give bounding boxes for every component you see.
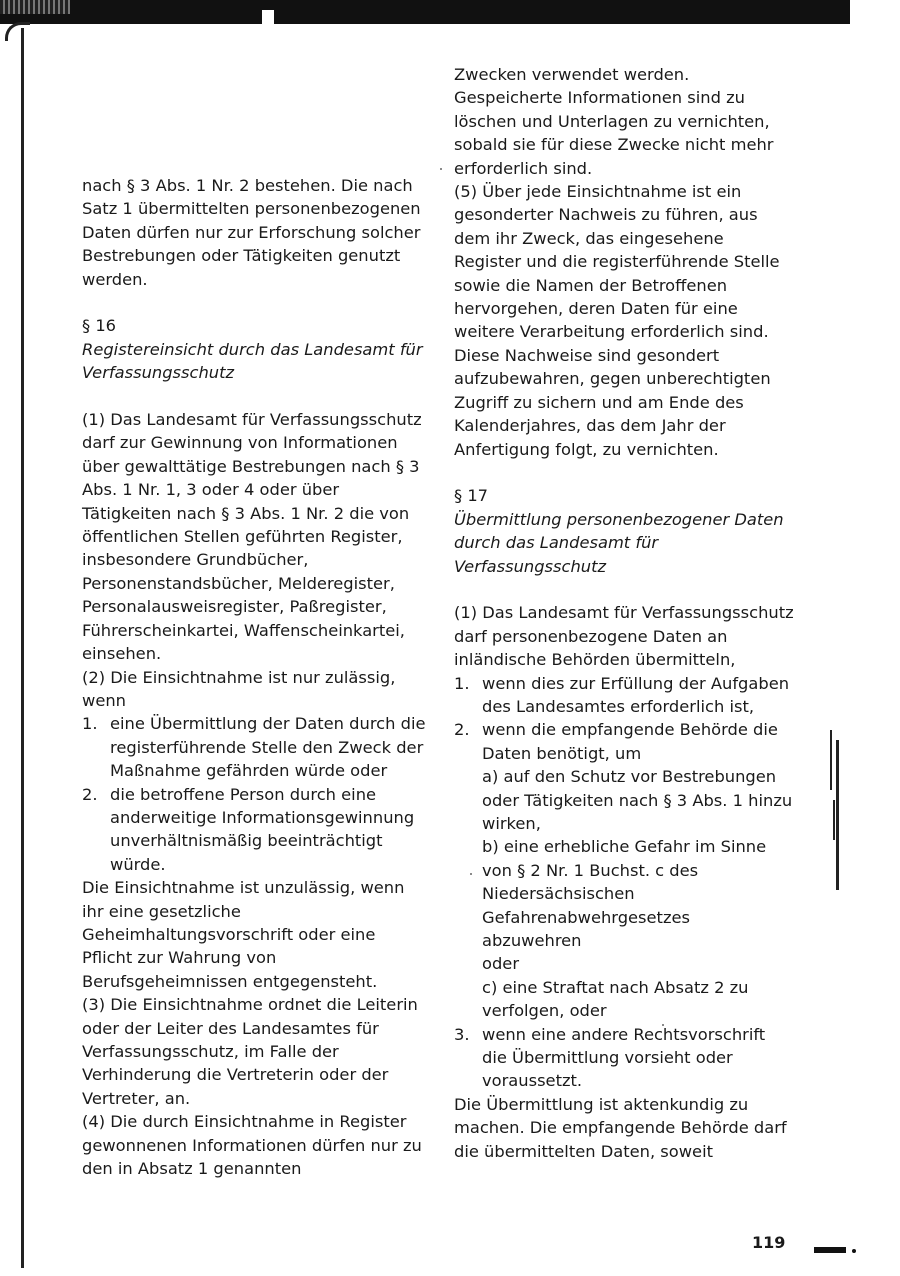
paragraph: (5) Über jede Einsichtnahme ist ein gesonderter Nachweis zu führen, aus dem ihr Zweck, das eingesehene Register und die registerführende Stelle sowie die Namen der Betroffenen hervorgehen, deren Daten für eine weitere Verarbeitung erforderlich sind. Diese Nachweise sind gesondert aufzubewahren, gegen unberechtigten Zugriff zu sichern und am Ende des Kalenderjahres, das dem Jahr der Anfertigung folgt, zu vernichten. [454, 182, 780, 459]
sub-item: a) auf den Schutz vor Bestrebungen oder Tätigkeiten nach § 3 Abs. 1 hinzu wirken, [482, 767, 793, 833]
list-item-number: 3. [454, 1024, 470, 1044]
sub-item: b) eine erhebliche Gefahr im Sinne von § 2 Nr. 1 Buchst. c des Niedersächsischen Gefahrenabwehrgesetzes abzuwehren [482, 837, 767, 950]
scan-corner-mark [814, 1247, 846, 1253]
paragraph: (1) Das Landesamt für Verfassungsschutz darf zur Gewinnung von Informationen über gewalttätige Bestrebungen nach § 3 Abs. 1 Nr. 1, 3 oder 4 oder über Tätigkeiten nach § 3 Abs. 1 Nr. 2 die von öffentlichen Stellen geführten Register, insbesondere Grundbücher, Personenstandsbücher, Melderegister, Personalausweisregister, Paßregister, Führerscheinkartei, Waffenscheinkartei, einsehen. [82, 410, 422, 664]
scan-top-border [0, 0, 850, 24]
list-item-number: 1. [454, 673, 470, 693]
section-16-number: § 16 [82, 316, 117, 336]
list-item-text: wenn eine andere Rechtsvorschrift die Übermittlung vorsieht oder voraussetzt. [482, 1024, 766, 1091]
scan-speck [440, 168, 442, 170]
list-item-text: wenn dies zur Erfüllung der Aufgaben des Landesamtes erforderlich ist, [482, 673, 790, 716]
paragraph: Die Übermittlung ist aktenkundig zu machen. Die empfangende Behörde darf die übermittelten Daten, soweit [454, 1094, 787, 1161]
list-item-number: 1. [82, 714, 98, 734]
section-17-number: § 17 [454, 486, 489, 506]
list-item [454, 718, 794, 765]
margin-marks [826, 730, 846, 890]
scan-top-notch [262, 10, 274, 24]
section-17-title: Übermittlung personenbezogener Daten durch das Landesamt für Verfassungsschutz [454, 509, 784, 576]
sub-item-connector: oder [482, 954, 520, 974]
list-item-number: 2. [454, 720, 470, 740]
list-item-text: wenn die empfangende Behörde die Daten benötigt, um [482, 720, 778, 763]
left-column [82, 174, 427, 1180]
scan-left-curl [5, 22, 30, 41]
list-item-text: die betroffene Person durch eine anderweitige Informationsgewinnung unverhältnismäßig beeinträchtigt würde. [110, 784, 415, 874]
paragraph: Die Einsichtnahme ist unzulässig, wenn ihr eine gesetzliche Geheimhaltungsvorschrift oder eine Pflicht zur Wahrung von Berufsgeheimnissen entgegensteht. [82, 878, 405, 991]
paragraph: (2) Die Einsichtnahme ist nur zulässig, wenn [82, 667, 396, 710]
paragraph: nach § 3 Abs. 1 Nr. 2 bestehen. Die nach Satz 1 übermittelten personenbezogenen Daten dürfen nur zur Erforschung solcher Bestrebungen oder Tätigkeiten genutzt werden. [82, 176, 421, 289]
scan-top-border-edge [0, 0, 70, 14]
list-item [454, 1023, 794, 1093]
sub-item: c) eine Straftat nach Absatz 2 zu verfolgen, oder [482, 977, 749, 1021]
list-item-number: 2. [82, 784, 98, 804]
list-item [82, 712, 427, 782]
right-column [454, 63, 794, 1163]
list-item-text: eine Übermittlung der Daten durch die registerführende Stelle den Zweck der Maßnahme gefährden würde oder [110, 714, 426, 781]
scan-corner-dot [852, 1249, 856, 1253]
section-16-title: Registereinsicht durch das Landesamt für Verfassungsschutz [82, 339, 423, 383]
paragraph: (3) Die Einsichtnahme ordnet die Leiterin oder der Leiter des Landesamtes für Verfassungsschutz, im Falle der Verhinderung die Vertreterin oder der Vertreter, an. [82, 995, 418, 1108]
list-item [82, 783, 427, 877]
paragraph: (4) Die durch Einsichtnahme in Register gewonnenen Informationen dürfen nur zu den in Absatz 1 genannten [82, 1112, 422, 1179]
page-number: 119 [752, 1233, 786, 1252]
paragraph: (1) Das Landesamt für Verfassungsschutz darf personenbezogene Daten an inländische Behörden übermitteln, [454, 603, 794, 670]
paragraph: Zwecken verwendet werden. Gespeicherte Informationen sind zu löschen und Unterlagen zu vernichten, sobald sie für diese Zwecke nicht mehr erforderlich sind. [454, 65, 774, 178]
list-item [454, 672, 794, 719]
scan-left-border [21, 28, 24, 1268]
